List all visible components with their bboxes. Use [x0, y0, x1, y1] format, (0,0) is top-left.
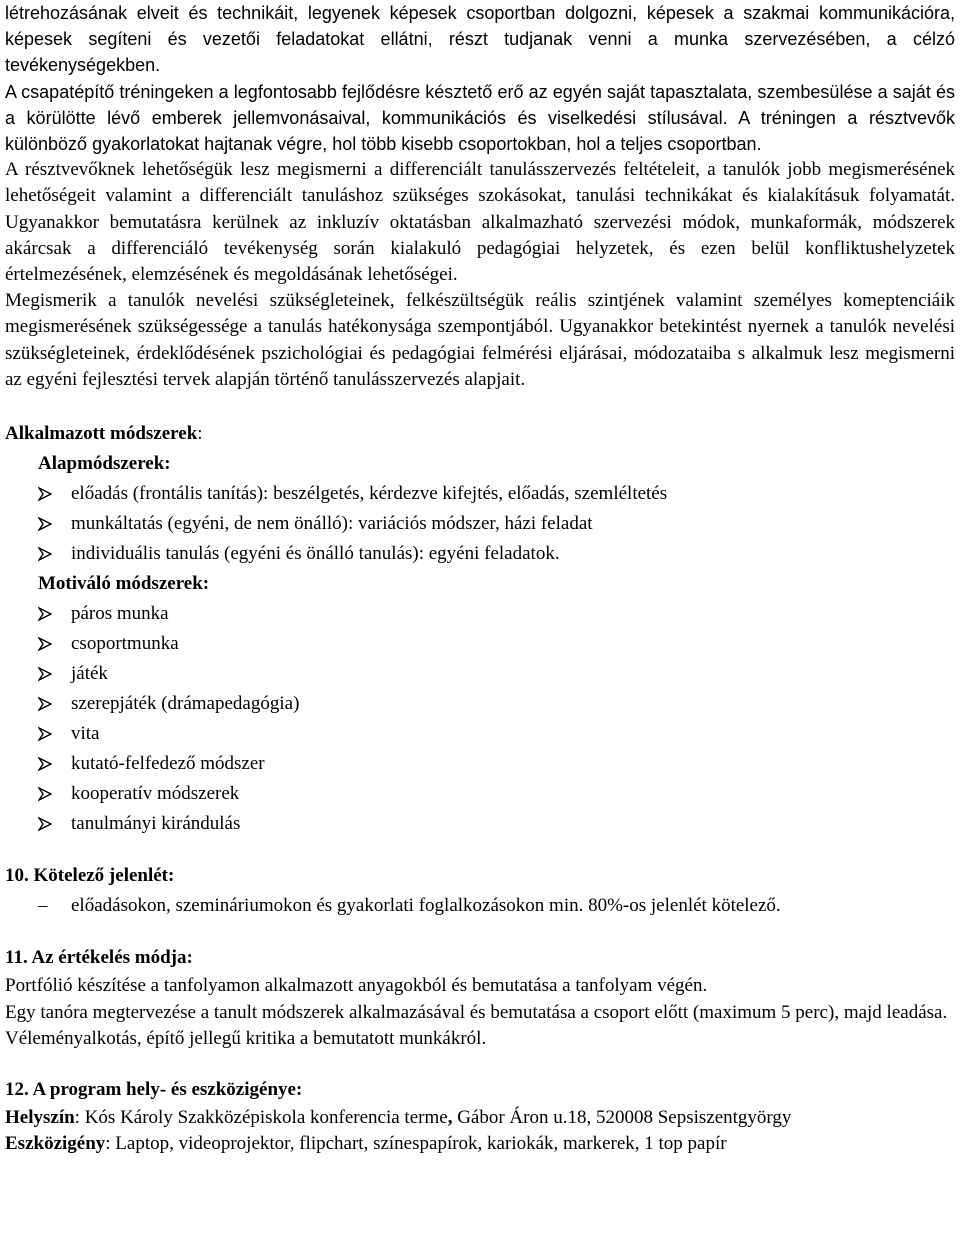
list-item-text: előadás (frontális tanítás): beszélgetés, kérdezve kifejtés, előadás, szemléltetés [71, 483, 668, 505]
list-item [5, 659, 955, 689]
spacer [5, 393, 955, 419]
list-item [5, 779, 955, 809]
list-item [5, 809, 955, 839]
arrow-bullet-icon [38, 727, 52, 741]
arrow-bullet-icon [38, 517, 52, 531]
section-11-body [5, 973, 955, 1053]
list-item-text: kooperatív módszerek [71, 783, 240, 805]
section-12-body [5, 1105, 955, 1158]
arrow-bullet-icon [38, 487, 52, 501]
list-item-text: páros munka [71, 603, 169, 625]
section-11-line: Egy tanóra megtervezése a tanult módszerek alkalmazásával és bemutatása a csoport előtt (maximum 5 perc), majd leadása. [5, 1001, 948, 1023]
section-10-heading: 10. Kötelező jelenlét: [5, 865, 175, 887]
list-item [5, 539, 955, 569]
intro-paragraph-2: A csapatépítő tréningeken a legfontosabb fejlődésre késztető erő az egyén saját tapasztalata, szembesülése a saját és a körülötte lévő emberek jellemvonásaival, kommunikációs és viselkedési stílusával. A tréningen a résztvevők különböző gyakorlatokat hajtanak végre, hol több kisebb csoportokban, hol a teljes csoportban. [5, 81, 955, 155]
list-item-text: szerepjáték (drámapedagógia) [71, 693, 300, 715]
section-11-heading: 11. Az értékelés módja: [5, 947, 193, 969]
list-item [5, 629, 955, 659]
motivating-methods-heading: Motiváló módszerek: [38, 573, 210, 595]
list-item-text: tanulmányi kirándulás [71, 813, 241, 835]
location-line [5, 1105, 955, 1132]
arrow-bullet-icon [38, 817, 52, 831]
equipment-text: : Laptop, videoprojektor, flipchart, színespapírok, kariokák, markerek, 1 top papír [105, 1133, 727, 1155]
location-label: Helyszín [5, 1106, 75, 1128]
equipment-label: Eszközigény [5, 1133, 106, 1155]
methods-heading [5, 419, 955, 449]
arrow-bullet-icon [38, 637, 52, 651]
list-item [5, 749, 955, 779]
arrow-bullet-icon [38, 787, 52, 801]
location-text: : Kós Károly Szakközépiskola konferencia terme [74, 1106, 448, 1128]
spacer [5, 1053, 955, 1075]
arrow-bullet-icon [38, 697, 52, 711]
list-item [5, 689, 955, 719]
spacer [5, 921, 955, 943]
intro-paragraph-4: Megismerik a tanulók nevelési szükségleteinek, felkészültségük reális szintjének valamint személyes komeptenciáik megismerésének szükségessége a tanulás hatékonysága szempontjából. Ugyanakkor betekintést nyernek a tanulók nevelési szükségleteinek, érdeklődésének pszichológiai és pedagógiai felmérési eljárásai, módozataiba s alkalmuk lesz megismerni az egyéni fejlesztési tervek alapján történő tanulásszervezés alapjait. [5, 290, 955, 390]
list-item-text: játék [71, 663, 108, 685]
methods-title: Alkalmazott módszerek [5, 423, 198, 445]
motivating-methods-list [5, 599, 955, 839]
list-item-text: vita [71, 723, 100, 745]
location-comma: , [447, 1106, 453, 1128]
location-address: Gábor Áron u.18, 520008 Sepsiszentgyörgy [452, 1106, 792, 1128]
spacer [5, 839, 955, 861]
intro-paragraph-1: létrehozásának elveit és technikáit, legyenek képesek csoportban dolgozni, képesek a szakmai kommunikációra, képesek segíteni és vezetői feladatokat ellátni, részt tudjanak venni a munka szervezésében, a célzó tevékenységekben. [5, 3, 955, 76]
list-item-text: előadásokon, szemináriumokon és gyakorlati foglalkozásokon min. 80%-os jelenlét kötelező. [71, 895, 781, 917]
section-11-line: Véleményalkotás, építő jellegű kritika a bemutatott munkákról. [5, 1028, 487, 1050]
dash-bullet: – [38, 895, 48, 917]
list-item [5, 509, 955, 539]
intro-paragraph-3: A résztvevőknek lehetőségük lesz megismerni a differenciált tanulásszervezés feltételeit, a tanulók jobb megismerésének lehetőségeit valamint a differenciált tanuláshoz szükséges szokásokat, tanulási technikákat és kialakításuk folyamatát. Ugyanakkor bemutatásra kerülnek az inkluzív oktatásban alkalmazható szervezési módok, munkaformák, módszerek akárcsak a differenciáló tevékenység során kialakuló pedagógiai helyzetek, és ezen belül konfliktushelyzetek értelmezésének, elemzésének és megoldásának lehetőségei. [5, 159, 955, 286]
arrow-bullet-icon [38, 757, 52, 771]
equipment-line [5, 1131, 955, 1158]
list-item-text: csoportmunka [71, 633, 179, 655]
basic-methods-heading: Alapmódszerek: [38, 453, 171, 475]
section-11-line: Portfólió készítése a tanfolyamon alkalmazott anyagokból és bemutatása a tanfolyam végén. [5, 975, 708, 997]
arrow-bullet-icon [38, 667, 52, 681]
list-item-text: individuális tanulás (egyéni és önálló tanulás): egyéni feladatok. [71, 543, 560, 565]
basic-methods-list [5, 479, 955, 569]
section-12-heading: 12. A program hely- és eszközigénye: [5, 1078, 303, 1100]
section-10-list [5, 891, 955, 921]
arrow-bullet-icon [38, 547, 52, 561]
list-item-text: munkáltatás (egyéni, de nem önálló): variációs módszer, házi feladat [71, 513, 593, 535]
document-page [5, 0, 955, 1158]
list-item [5, 479, 955, 509]
arrow-bullet-icon [38, 607, 52, 621]
list-item-text: kutató-felfedező módszer [71, 753, 265, 775]
list-item [5, 719, 955, 749]
methods-title-colon: : [197, 423, 203, 445]
list-item [5, 599, 955, 629]
list-item [5, 891, 955, 921]
